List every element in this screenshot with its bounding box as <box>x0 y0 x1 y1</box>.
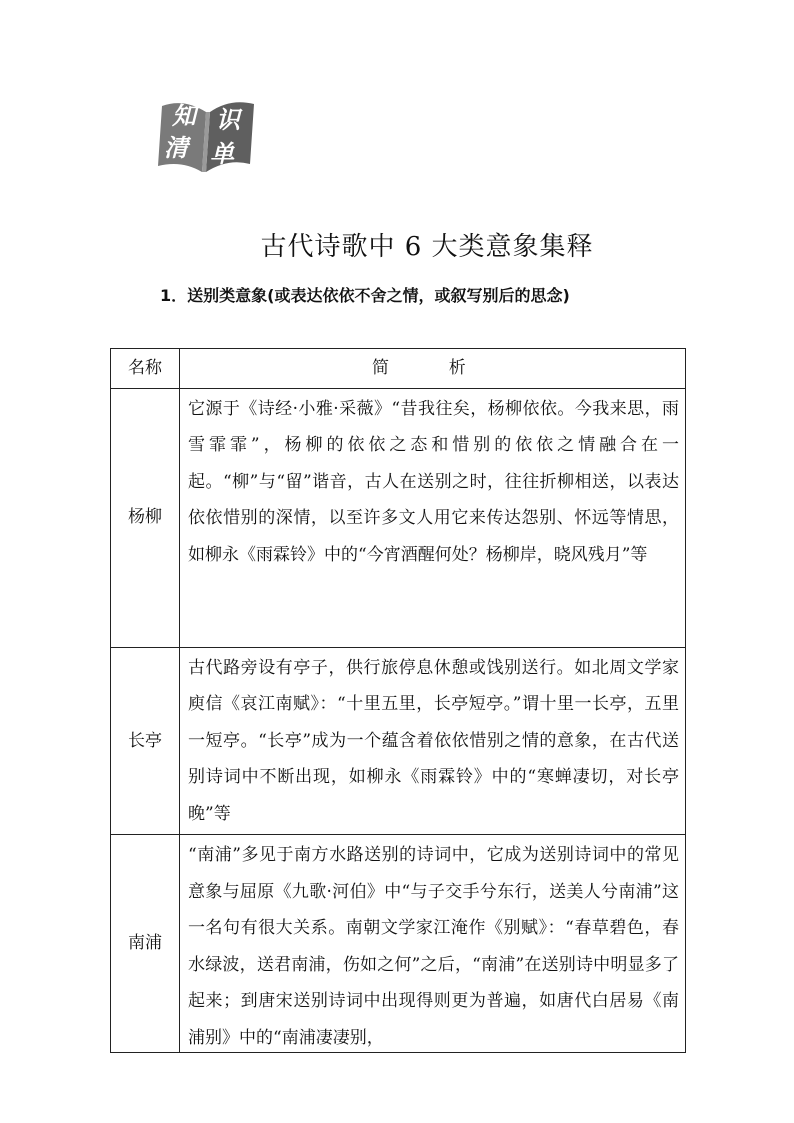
column-header-description: 简 析 <box>180 349 686 389</box>
page-title: 古代诗歌中 6 大类意象集释 <box>260 232 594 262</box>
imagery-name: 南浦 <box>111 835 180 1053</box>
imagery-name: 长亭 <box>111 647 180 835</box>
logo-char: 识 <box>216 105 240 134</box>
imagery-description: 它源于《诗经·小雅·采薇》“昔我往矣，杨柳依依。今我来思，雨雪霏霏”，杨柳的依依之态和惜别的依依之情融合在一起。“柳”与“留”谐音，古人在送别之时，往往折柳相送，以表达依依惜别的深情，以至许多文人用它来传达怨别、怀远等情思，如柳永《雨霖铃》中的“今宵酒醒何处？杨柳岸，晓风残月”等 <box>180 388 686 647</box>
imagery-name: 杨柳 <box>111 388 180 647</box>
table-row <box>111 647 686 835</box>
logo-char: 单 <box>210 139 234 168</box>
table-header-row <box>111 349 686 389</box>
imagery-description: “南浦”多见于南方水路送别的诗词中，它成为送别诗词中的常见意象与屈原《九歌·河伯》中“与子交手兮东行，送美人兮南浦”这一名句有很大关系。南朝文学家江淹作《别赋》：“春草碧色，春水绿波，送君南浦，伤如之何”之后，“南浦”在送别诗中明显多了起来；到唐宋送别诗词中出现得则更为普遍，如唐代白居易《南浦别》中的“南浦凄凄别， <box>188 845 679 1048</box>
table-row <box>111 388 686 647</box>
knowledge-list-logo <box>156 98 256 182</box>
imagery-description-cell <box>180 835 686 1053</box>
column-header-name: 名称 <box>111 349 180 389</box>
table-row <box>111 835 686 1053</box>
section-heading: 1．送别类意象(或表达依依不舍之情，或叙写别后的思念) <box>160 286 570 305</box>
imagery-description: 古代路旁设有亭子，供行旅停息休憩或饯别送行。如北周文学家庾信《哀江南赋》：“十里五里，长亭短亭。”谓十里一长亭，五里一短亭。“长亭”成为一个蕴含着依依惜别之情的意象，在古代送别诗词中不断出现，如柳永《雨霖铃》中的“寒蝉凄切，对长亭晚”等 <box>180 647 686 835</box>
imagery-table <box>110 348 686 1053</box>
logo-char: 清 <box>164 133 188 162</box>
logo-char: 知 <box>172 101 196 130</box>
